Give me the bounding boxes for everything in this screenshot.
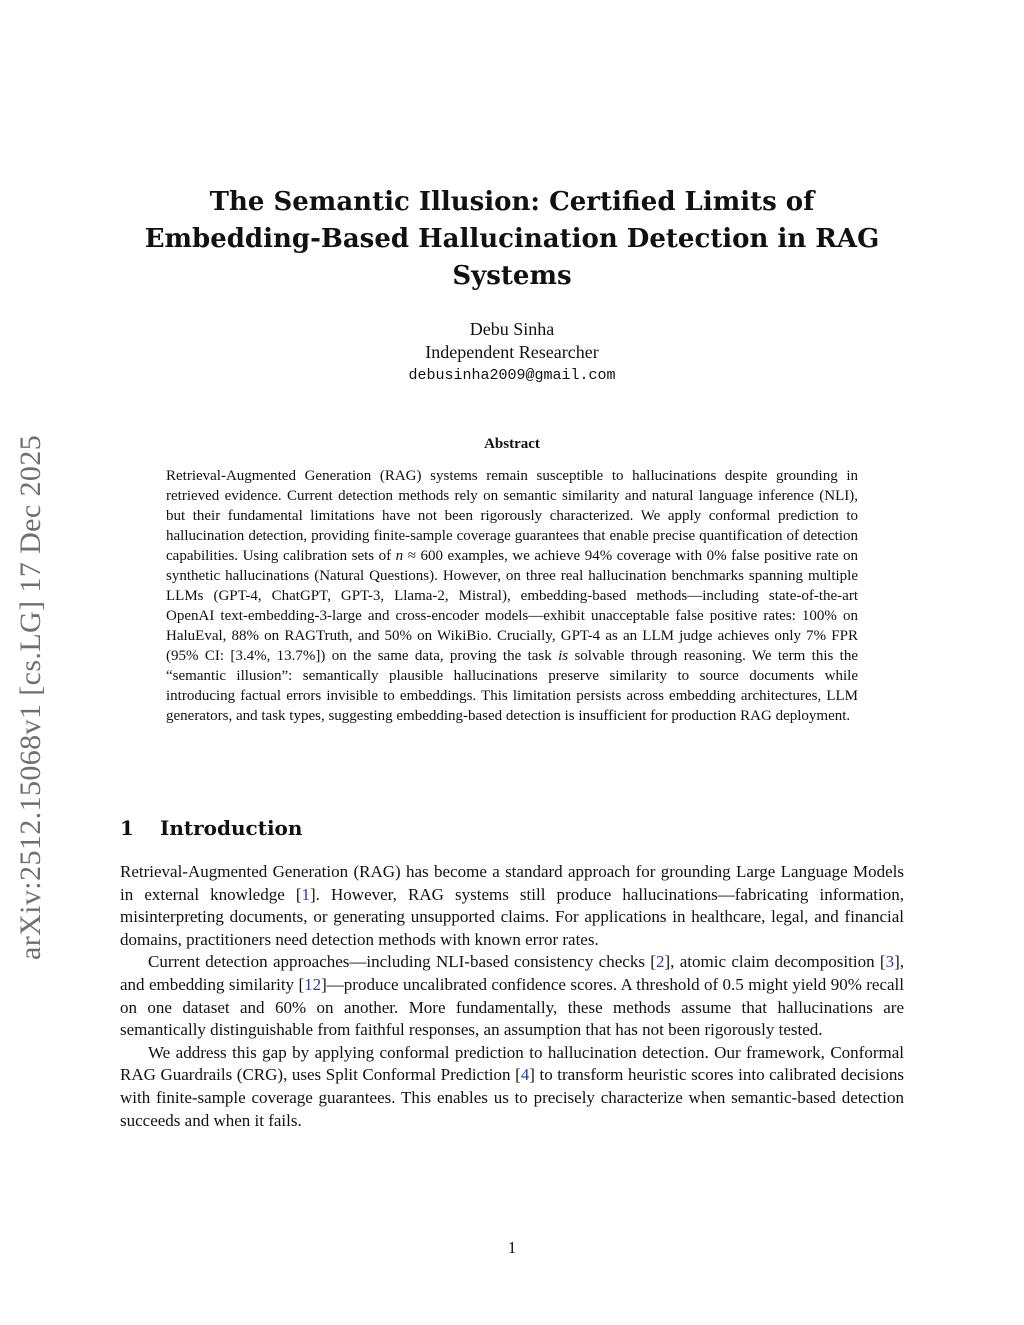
section-heading-introduction [120, 816, 302, 840]
intro-paragraph-1 [120, 861, 904, 951]
section-title: Introduction [160, 816, 303, 840]
author-email[interactable]: debusinha2009@gmail.com [408, 367, 616, 384]
page-number: 1 [507, 1238, 517, 1257]
intro-paragraph-2 [120, 951, 904, 1041]
text-run: Retrieval-Augmented Generation (RAG) has become a standard approach for grounding Large Language Models in external knowledge [ [120, 862, 904, 904]
paper-title: The Semantic Illusion: Certified Limits of Embedding-Based Hallucination Detection in RAG Systems [144, 187, 880, 291]
citation-link[interactable]: 1 [301, 884, 311, 904]
text-run: ]. However, RAG systems still produce hallucinations—fabricating information, misinterpreting documents, or generating unsupported claims. For applications in healthcare, legal, and financial domains, practitioners need detection methods with known error rates. [120, 884, 904, 949]
text-run: ], and embedding similarity [ [120, 952, 905, 994]
citation-link[interactable]: 2 [655, 952, 665, 972]
section-number: 1 [120, 816, 134, 840]
text-run: Current detection approaches—including NLI-based consistency checks [ [148, 952, 656, 972]
abstract-part-2: ≈ 600 examples, we achieve 94% coverage with 0% false positive rate on synthetic hallucinations (Natural Questions). However, on three real hallucination benchmarks spanning multiple LLMs (GPT-4, ChatGPT, GPT-3, Llama-2, Mistral), embedding-based methods—including state-of-the-art OpenAI text-embedding-3-large and cross-encoder models—exhibit unacceptable false positive rates: 100% on HaluEval, 88% on RAGTruth, and 50% on WikiBio. Crucially, GPT-4 as an LLM judge achieves only 7% FPR (95% CI: [3.4%, 13.7%]) on the same data, proving the task [166, 548, 859, 664]
abstract-heading: Abstract [484, 436, 540, 452]
text-run: ], atomic claim decomposition [ [664, 952, 886, 972]
abstract-emphasis-is: is [558, 648, 569, 664]
text-run: ] to transform heuristic scores into calibrated decisions with finite-sample coverage guarantees. This enables us to precisely characterize when semantic-based detection succeeds and when it fails. [120, 1065, 904, 1130]
author-affiliation: Independent Researcher [425, 342, 599, 362]
abstract-text [166, 466, 858, 726]
author-name: Debu Sinha [469, 319, 555, 339]
citation-link[interactable]: 4 [520, 1065, 530, 1085]
text-run: We address this gap by applying conformal prediction to hallucination detection. Our framework, Conformal RAG Guardrails (CRG), uses Split Conformal Prediction [ [120, 1042, 904, 1085]
arxiv-side-stamp[interactable]: arXiv:2512.15068v1 [cs.LG] 17 Dec 2025 [14, 434, 47, 960]
abstract-part-3: solvable through reasoning. We term this the “semantic illusion”: semantically plausible hallucinations preserve similarity to source documents while introducing factual errors invisible to embeddings. This limitation persists across embedding architectures, LLM generators, and task types, suggesting embedding-based detection is insufficient for production RAG deployment. [166, 648, 858, 724]
abstract-math-n: n [395, 548, 404, 564]
author-block [120, 318, 904, 387]
intro-paragraph-3 [120, 1042, 904, 1132]
citation-link[interactable]: 12 [304, 974, 322, 994]
abstract-part-1: Retrieval-Augmented Generation (RAG) systems remain susceptible to hallucinations despite grounding in retrieved evidence. Current detection methods rely on semantic similarity and natural language inference (NLI), but their fundamental limitations have not been rigorously characterized. We apply conformal prediction to hallucination detection, providing finite-sample coverage guarantees that enable precise quantification of detection capabilities. Using calibration sets of [166, 468, 858, 564]
text-run: ]—produce uncalibrated confidence scores. A threshold of 0.5 might yield 90% recall on one dataset and 60% on another. More fundamentally, these methods assume that hallucinations are semantically distinguishable from faithful responses, an assumption that has not been rigorously tested. [120, 974, 905, 1040]
introduction-body [120, 861, 904, 1132]
citation-link[interactable]: 3 [885, 952, 895, 972]
